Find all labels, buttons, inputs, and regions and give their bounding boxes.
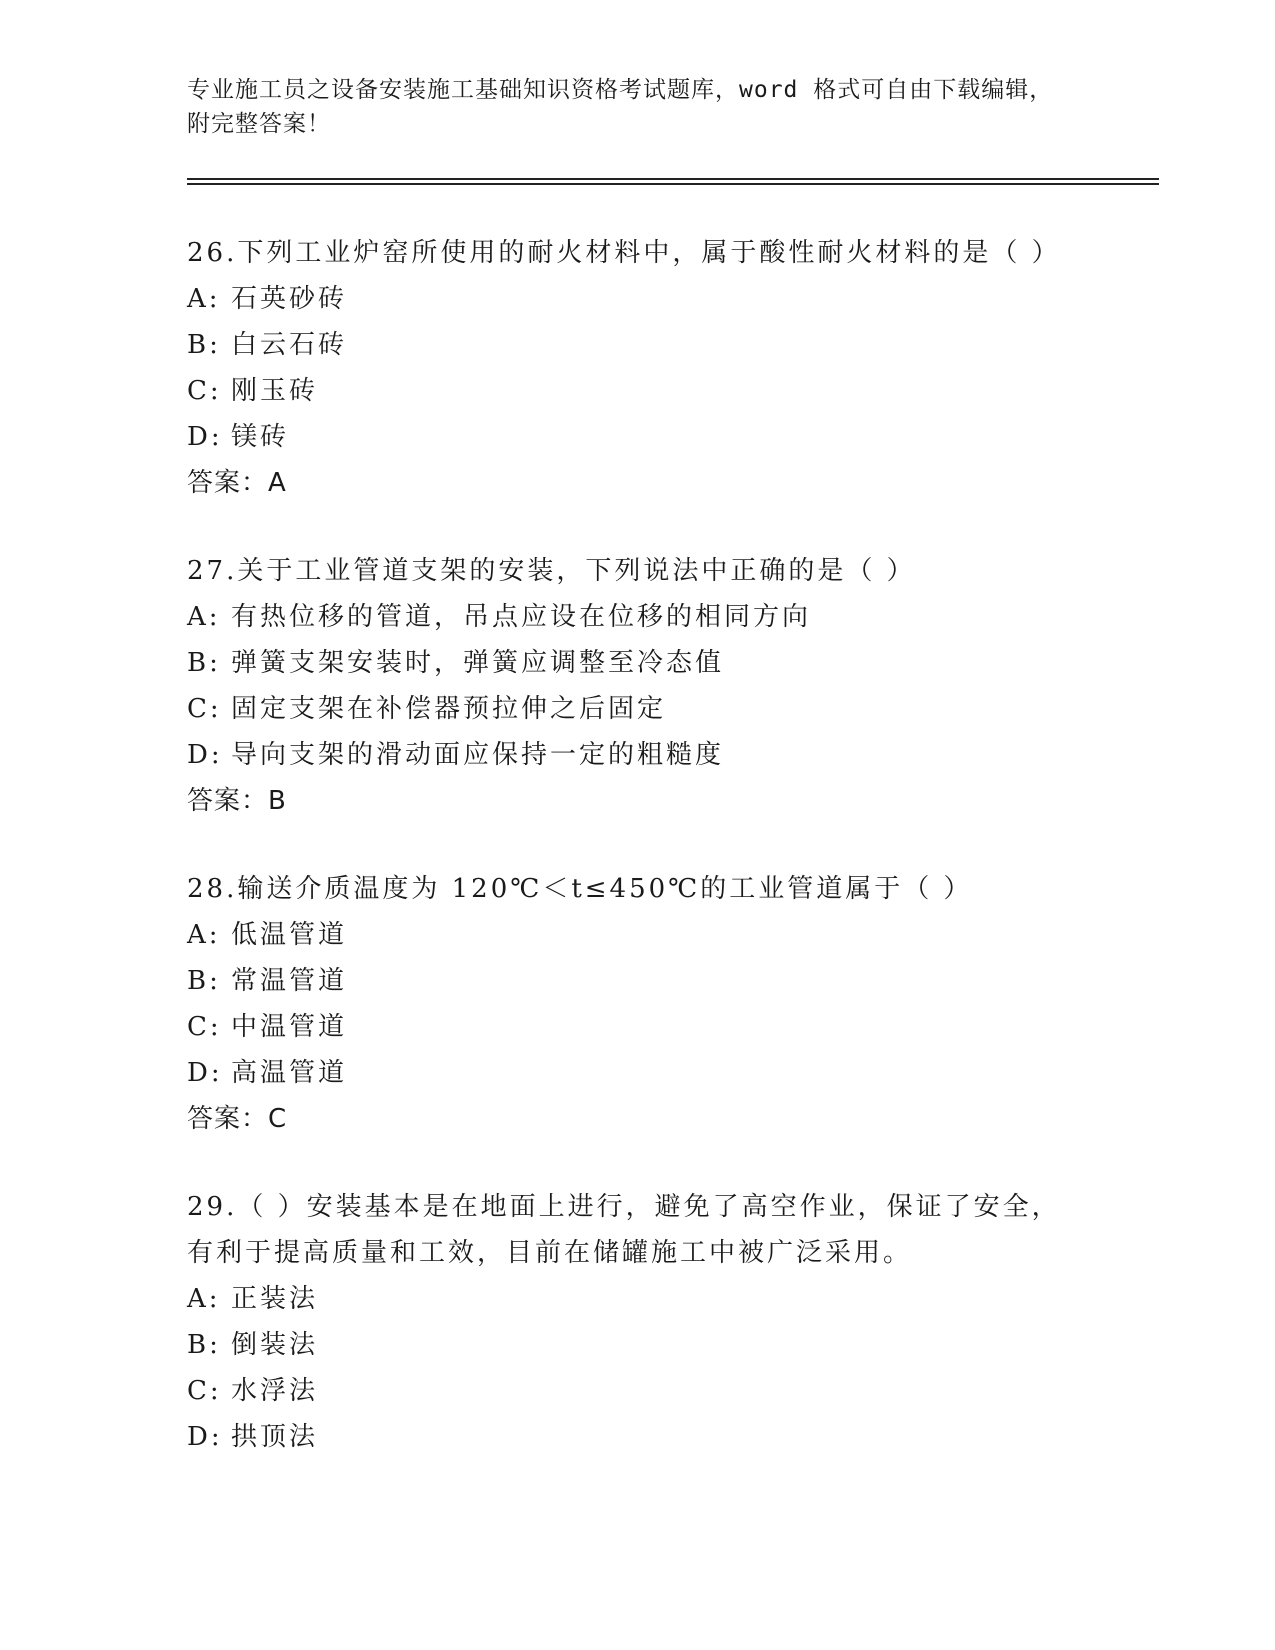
option-text: 水浮法	[231, 1376, 319, 1406]
option-c	[187, 1368, 1087, 1414]
option-a	[187, 594, 1087, 640]
option-key: A:	[187, 284, 221, 314]
option-key: D:	[187, 422, 223, 452]
question-stem: 29.（ ）安装基本是在地面上进行，避免了高空作业，保证了安全， 有利于提高质量和工效，目前在储罐施工中被广泛采用。	[187, 1192, 1061, 1268]
option-b	[187, 322, 1087, 368]
option-text: 倒装法	[231, 1330, 319, 1360]
answer-label: 答案：C	[187, 1104, 288, 1134]
option-key: D:	[187, 1422, 223, 1452]
header-divider-top	[187, 178, 1159, 180]
option-c	[187, 1004, 1087, 1050]
option-text: 正装法	[231, 1284, 319, 1314]
option-text: 常温管道	[231, 966, 348, 996]
option-b	[187, 958, 1087, 1004]
option-d	[187, 414, 1087, 460]
option-key: C:	[187, 1012, 222, 1042]
answer-label: 答案：A	[187, 468, 287, 498]
option-text: 高温管道	[231, 1058, 348, 1088]
option-a	[187, 912, 1087, 958]
option-key: B:	[187, 648, 221, 678]
option-text: 有热位移的管道，吊点应设在位移的相同方向	[231, 602, 812, 632]
question-27	[187, 548, 1087, 824]
option-c	[187, 368, 1087, 414]
answer-label: 答案：B	[187, 786, 287, 816]
option-d	[187, 732, 1087, 778]
option-text: 低温管道	[231, 920, 348, 950]
option-a	[187, 276, 1087, 322]
option-d	[187, 1414, 1087, 1460]
question-28	[187, 866, 1087, 1142]
option-key: A:	[187, 1284, 221, 1314]
question-stem: 26.下列工业炉窑所使用的耐火材料中，属于酸性耐火材料的是（ ）	[187, 238, 1061, 268]
option-key: D:	[187, 1058, 223, 1088]
option-b	[187, 1322, 1087, 1368]
option-a	[187, 1276, 1087, 1322]
document-header	[187, 73, 1067, 141]
option-key: C:	[187, 1376, 222, 1406]
option-key: D:	[187, 740, 223, 770]
option-text: 白云石砖	[231, 330, 348, 360]
option-text: 镁砖	[231, 422, 290, 452]
option-text: 固定支架在补偿器预拉伸之后固定	[231, 694, 667, 724]
option-text: 导向支架的滑动面应保持一定的粗糙度	[231, 740, 725, 770]
option-key: B:	[187, 1330, 221, 1360]
header-divider-bottom	[187, 183, 1159, 185]
option-b	[187, 640, 1087, 686]
option-text: 拱顶法	[231, 1422, 319, 1452]
option-key: C:	[187, 694, 222, 724]
option-text: 石英砂砖	[231, 284, 348, 314]
option-key: C:	[187, 376, 222, 406]
question-stem: 27.关于工业管道支架的安装，下列说法中正确的是（ ）	[187, 556, 916, 586]
header-line-2: 附完整答案！	[187, 111, 331, 137]
header-line-1: 专业施工员之设备安装施工基础知识资格考试题库，word 格式可自由下载编辑，	[187, 77, 1054, 103]
option-d	[187, 1050, 1087, 1096]
option-key: B:	[187, 966, 221, 996]
question-stem: 28.输送介质温度为 120℃＜t≤450℃的工业管道属于（ ）	[187, 874, 973, 904]
question-26	[187, 230, 1087, 506]
option-key: A:	[187, 920, 221, 950]
question-29	[187, 1184, 1087, 1460]
option-text: 弹簧支架安装时，弹簧应调整至冷态值	[231, 648, 725, 678]
option-key: A:	[187, 602, 221, 632]
option-text: 刚玉砖	[231, 376, 319, 406]
option-text: 中温管道	[231, 1012, 348, 1042]
option-c	[187, 686, 1087, 732]
option-key: B:	[187, 330, 221, 360]
